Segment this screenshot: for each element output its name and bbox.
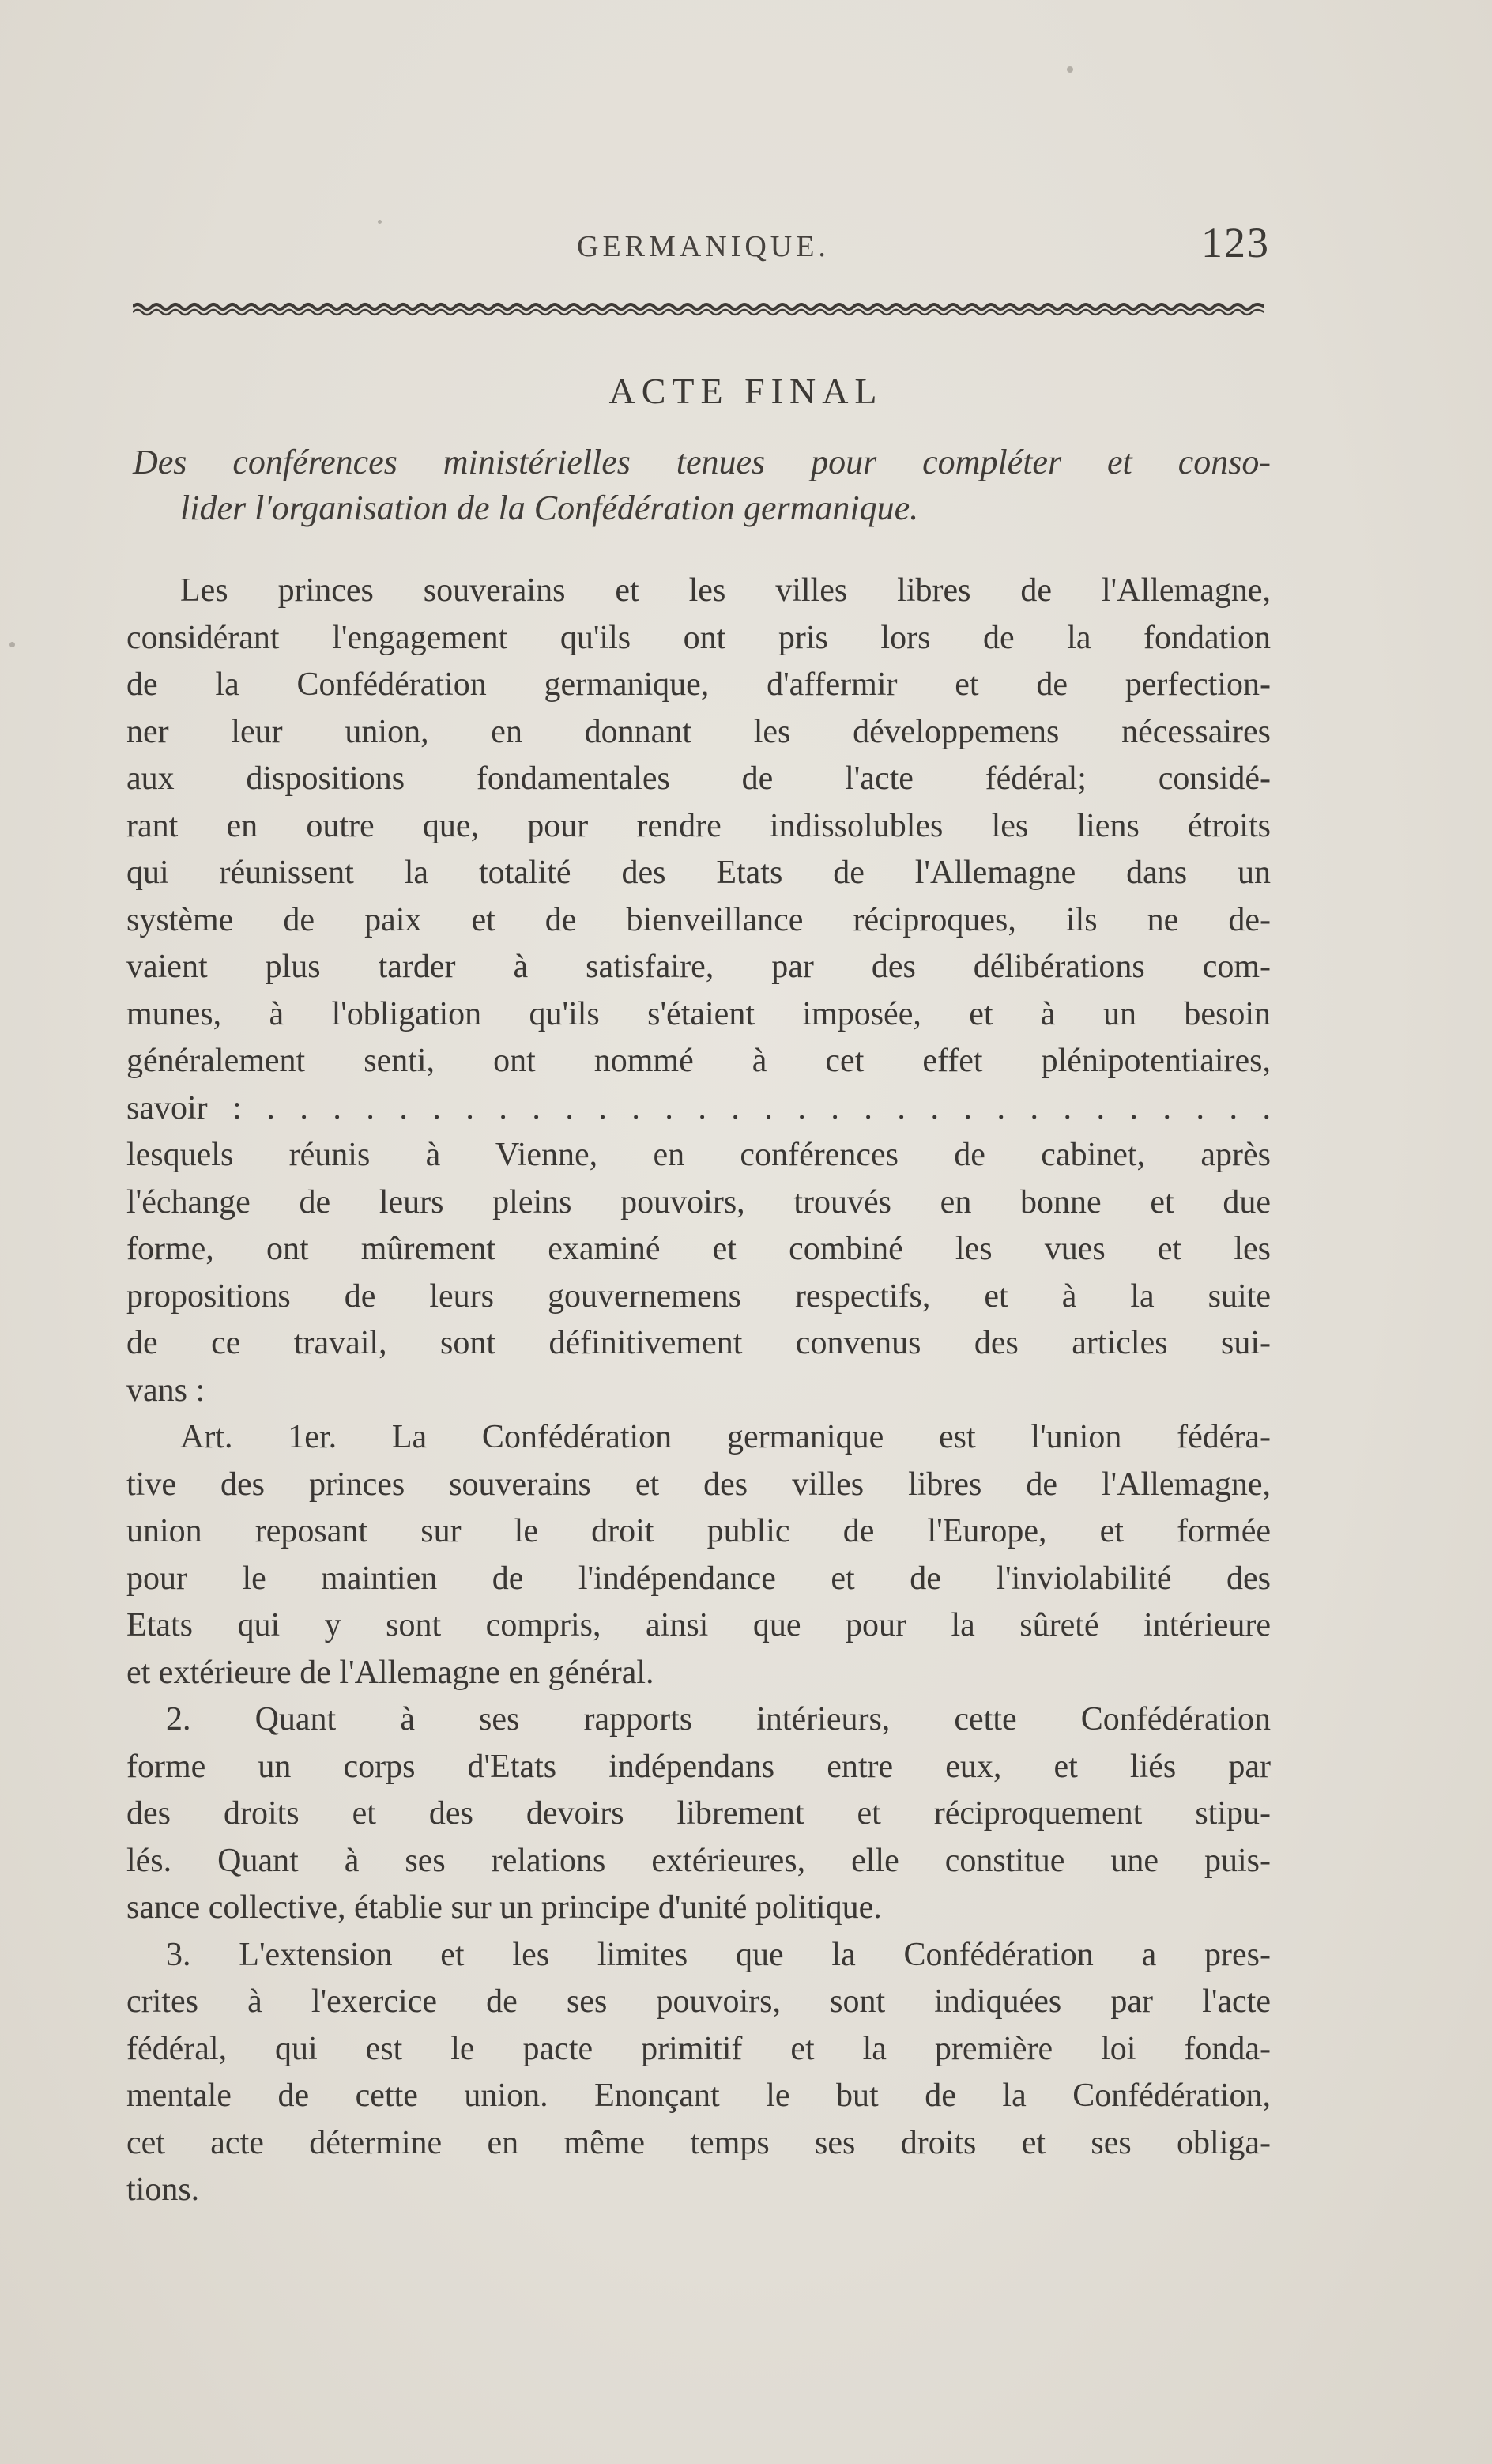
text-line: union reposant sur le droit public de l'Europe, et formée [126, 1513, 1271, 1549]
text-line: fédéral, qui est le pacte primitif et la première loi fonda- [126, 2030, 1271, 2067]
text-line: sance collective, établie sur un principe d'unité politique. [126, 1889, 882, 1926]
text-line: propositions de leurs gouvernemens respectifs, et à la suite [126, 1277, 1271, 1315]
text-line: forme un corps d'Etats indépendans entre eux, et liés par [126, 1748, 1271, 1785]
text-line: cet acte détermine en même temps ses droits et ses obliga- [126, 2124, 1271, 2161]
text-line: aux dispositions fondamentales de l'acte fédéral; considé- [126, 760, 1271, 797]
paper-spot [9, 642, 15, 647]
text-line: mentale de cette union. Enonçant le but de la Confédération, [126, 2077, 1271, 2114]
article-line: Art. 1er. La Confédération germanique est l'union fédéra- [180, 1419, 1271, 1455]
running-head [0, 218, 1492, 274]
subtitle-line: Des conférences ministérielles tenues pour compléter et conso- [133, 443, 1271, 481]
document-title: ACTE FINAL [608, 371, 884, 411]
ornamental-rule [133, 300, 1264, 318]
text-line: crites à l'exercice de ses pouvoirs, sont indiquées par l'acte [126, 1983, 1271, 2020]
article-line: 3. L'extension et les limites que la Confédération a pres- [166, 1936, 1271, 1973]
text-line: système de paix et de bienveillance réciproques, ils ne de- [126, 901, 1271, 938]
text-line: de la Confédération germanique, d'affermir et de perfection- [126, 666, 1271, 703]
text-line: généralement senti, ont nommé à cet effet plénipotentiaires, [126, 1043, 1271, 1079]
text-line: pour le maintien de l'indépendance et de l'inviolabilité des [126, 1560, 1271, 1597]
text-line: munes, à l'obligation qu'ils s'étaient imposée, et à un besoin [126, 995, 1271, 1032]
text-line: vans : [126, 1372, 205, 1409]
text-line: considérant l'engagement qu'ils ont pris lors de la fondation [126, 619, 1271, 656]
text-line: des droits et des devoirs librement et réciproquement stipu- [126, 1795, 1271, 1832]
text-line: vaient plus tarder à satisfaire, par des délibérations com- [126, 949, 1271, 985]
page-number: 123 [1201, 219, 1270, 266]
text-line: lesquels réunis à Vienne, en conférences de cabinet, après [126, 1137, 1271, 1173]
text-line: tions. [126, 2172, 200, 2208]
text-line: ner leur union, en donnant les développemens nécessaires [126, 713, 1271, 750]
running-title: GERMANIQUE. [577, 230, 830, 263]
text-line: l'échange de leurs pleins pouvoirs, trouvés en bonne et due [126, 1183, 1271, 1221]
text-line: qui réunissent la totalité des Etats de l'Allemagne dans un [126, 855, 1271, 891]
text-line: et extérieure de l'Allemagne en général. [126, 1654, 654, 1691]
text-line: Etats qui y sont compris, ainsi que pour la sûreté intérieure [126, 1607, 1271, 1643]
text-line: forme, ont mûrement examiné et combiné les vues et les [126, 1231, 1271, 1267]
subtitle-line: lider l'organisation de la Confédération germanique. [180, 489, 919, 527]
article-line: 2. Quant à ses rapports intérieurs, cette Confédération [166, 1701, 1271, 1738]
text-line: Les princes souverains et les villes libres de l'Allemagne, [180, 572, 1271, 609]
paper-spot [1067, 66, 1073, 73]
text-line: rant en outre que, pour rendre indissolubles les liens étroits [126, 807, 1271, 844]
text-line: tive des princes souverains et des villes libres de l'Allemagne, [126, 1466, 1271, 1503]
text-line: savoir : . . . . . . . . . . . . . . . . . . . . . . . . . . . . . . . [126, 1089, 1271, 1126]
body-text [126, 568, 1271, 2214]
text-line: lés. Quant à ses relations extérieures, elle constitue une puis- [126, 1842, 1271, 1879]
text-line: de ce travail, sont définitivement convenus des articles sui- [126, 1325, 1271, 1361]
document-subtitle [133, 440, 1271, 531]
